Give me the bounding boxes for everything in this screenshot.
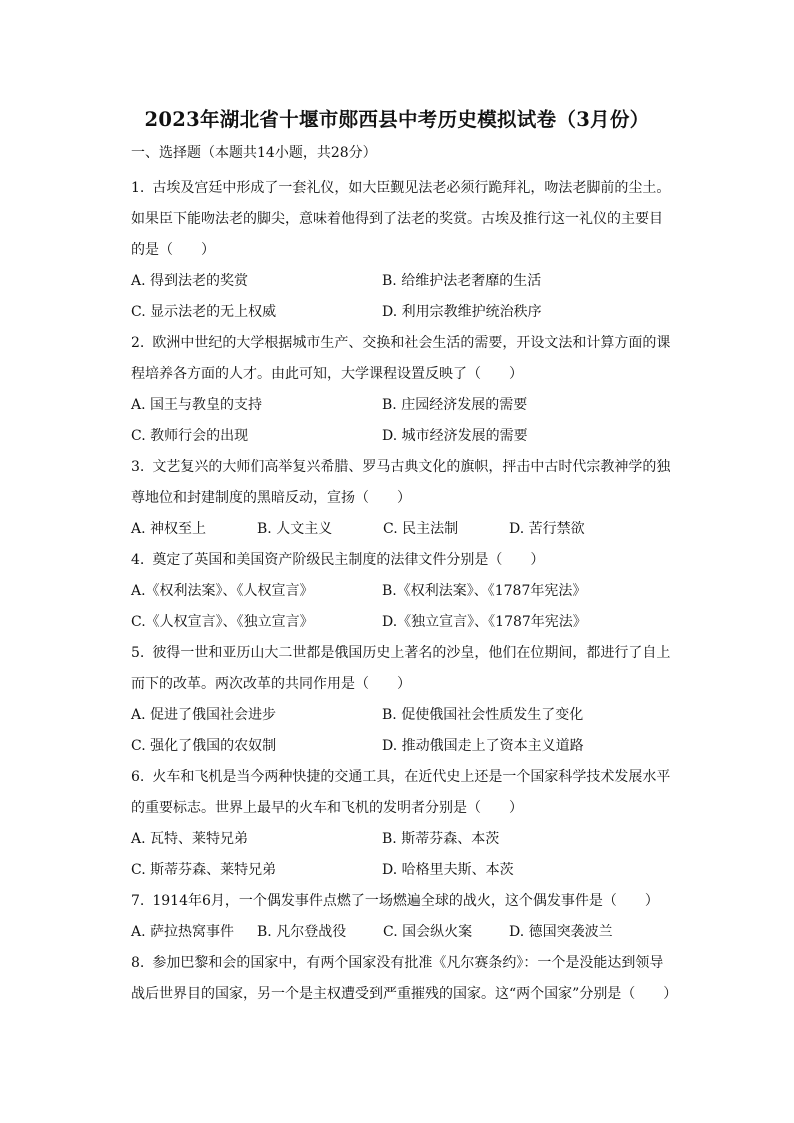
question-number: 3. bbox=[131, 459, 145, 475]
question-number: 7. bbox=[131, 893, 145, 909]
question-stem bbox=[131, 638, 671, 700]
option-c: C.《人权宣言》、《独立宣言》 bbox=[131, 614, 314, 630]
question-4 bbox=[131, 545, 671, 638]
question-text: 文艺复兴的大师们高举复兴希腊、罗马古典文化的旗帜，抨击中古时代宗教神学的独尊地位和封建制度的黑暗反动，宣扬（ ） bbox=[131, 459, 671, 506]
option-c: C. 显示法老的无上权威 bbox=[131, 304, 277, 320]
question-stem bbox=[131, 762, 671, 824]
options-row bbox=[131, 576, 671, 607]
options-row bbox=[131, 390, 671, 421]
question-number: 6. bbox=[131, 769, 145, 785]
options-row bbox=[131, 514, 671, 545]
option-d: D. 德国突袭波兰 bbox=[509, 924, 613, 940]
options-row bbox=[131, 700, 671, 731]
options-row bbox=[131, 855, 671, 886]
question-stem bbox=[131, 452, 671, 514]
question-number: 4. bbox=[131, 552, 145, 568]
options-row bbox=[131, 297, 671, 328]
option-a: A. 得到法老的奖赏 bbox=[131, 273, 249, 289]
option-d: D. 推动俄国走上了资本主义道路 bbox=[382, 738, 584, 754]
options-row bbox=[131, 824, 671, 855]
content bbox=[131, 142, 678, 1010]
option-a: A. 国王与教皇的支持 bbox=[131, 397, 263, 413]
question-text: 奠定了英国和美国资产阶级民主制度的法律文件分别是（ ） bbox=[152, 552, 545, 568]
options-row bbox=[131, 266, 671, 297]
question-stem bbox=[131, 545, 671, 576]
option-b: B. 斯蒂芬森、本茨 bbox=[382, 831, 500, 847]
option-b: B. 促使俄国社会性质发生了变化 bbox=[382, 707, 584, 723]
option-c: C. 斯蒂芬森、莱特兄弟 bbox=[131, 862, 277, 878]
question-stem bbox=[131, 328, 671, 390]
options-row bbox=[131, 917, 671, 948]
options-row bbox=[131, 607, 671, 638]
question-stem bbox=[131, 948, 678, 1010]
option-d: D. 城市经济发展的需要 bbox=[382, 428, 528, 444]
option-d: D.《独立宣言》、《1787年宪法》 bbox=[382, 614, 587, 630]
option-c: C. 民主法制 bbox=[383, 521, 459, 537]
question-text: 1914年6月，一个偶发事件点燃了一场燃遍全球的战火，这个偶发事件是（ ） bbox=[152, 893, 659, 909]
question-8 bbox=[131, 948, 678, 1010]
option-a: A.《权利法案》、《人权宣言》 bbox=[131, 583, 314, 599]
question-5 bbox=[131, 638, 671, 762]
options-row bbox=[131, 421, 671, 452]
option-b: B. 庄园经济发展的需要 bbox=[382, 397, 528, 413]
question-3 bbox=[131, 452, 671, 545]
question-number: 2. bbox=[131, 335, 145, 351]
option-d: D. 哈格里夫斯、本茨 bbox=[382, 862, 514, 878]
option-a: A. 萨拉热窝事件 bbox=[131, 924, 235, 940]
question-stem bbox=[131, 173, 671, 266]
question-2 bbox=[131, 328, 671, 452]
option-c: C. 国会纵火案 bbox=[383, 924, 473, 940]
option-c: C. 强化了俄国的农奴制 bbox=[131, 738, 277, 754]
question-number: 1. bbox=[131, 180, 145, 196]
option-d: D. 利用宗教维护统治秩序 bbox=[382, 304, 542, 320]
option-a: A. 神权至上 bbox=[131, 521, 207, 537]
section-heading: 一、选择题（本题共14小题，共28分） bbox=[131, 145, 377, 161]
question-text: 火车和飞机是当今两种快捷的交通工具，在近代史上还是一个国家科学技术发展水平的重要标志。世界上最早的火车和飞机的发明者分别是（ ） bbox=[131, 769, 671, 816]
question-7 bbox=[131, 886, 671, 948]
question-text: 彼得一世和亚历山大二世都是俄国历史上著名的沙皇，他们在位期间，都进行了自上而下的改革。两次改革的共同作用是（ ） bbox=[131, 645, 671, 692]
option-b: B. 给维护法老奢靡的生活 bbox=[382, 273, 542, 289]
option-a: A. 促进了俄国社会进步 bbox=[131, 707, 277, 723]
question-stem bbox=[131, 886, 671, 917]
option-b: B. 凡尔登战役 bbox=[257, 924, 347, 940]
option-b: B.《权利法案》、《1787年宪法》 bbox=[382, 583, 587, 599]
question-text: 参加巴黎和会的国家中，有两个国家没有批准《凡尔赛条约》：一个是没能达到领导战后世界目的国家，另一个是主权遭受到严重摧残的国家。这“两个国家”分别是（ ） bbox=[131, 955, 678, 1002]
option-a: A. 瓦特、莱特兄弟 bbox=[131, 831, 249, 847]
question-number: 8. bbox=[131, 955, 145, 971]
option-c: C. 教师行会的出现 bbox=[131, 428, 249, 444]
page-title: 2023年湖北省十堰市郧西县中考历史模拟试卷（3月份） bbox=[144, 108, 650, 131]
options-row bbox=[131, 731, 671, 762]
option-b: B. 人文主义 bbox=[257, 521, 333, 537]
question-number: 5. bbox=[131, 645, 145, 661]
question-6 bbox=[131, 762, 671, 886]
option-d: D. 苦行禁欲 bbox=[509, 521, 585, 537]
question-1 bbox=[131, 173, 671, 328]
question-text: 欧洲中世纪的大学根据城市生产、交换和社会生活的需要，开设文法和计算方面的课程培养各方面的人才。由此可知，大学课程设置反映了（ ） bbox=[131, 335, 671, 382]
question-text: 古埃及宫廷中形成了一套礼仪，如大臣觐见法老必须行跪拜礼，吻法老脚前的尘土。如果臣下能吻法老的脚尖，意味着他得到了法老的奖赏。古埃及推行这一礼仪的主要目的是（ ） bbox=[131, 180, 671, 258]
